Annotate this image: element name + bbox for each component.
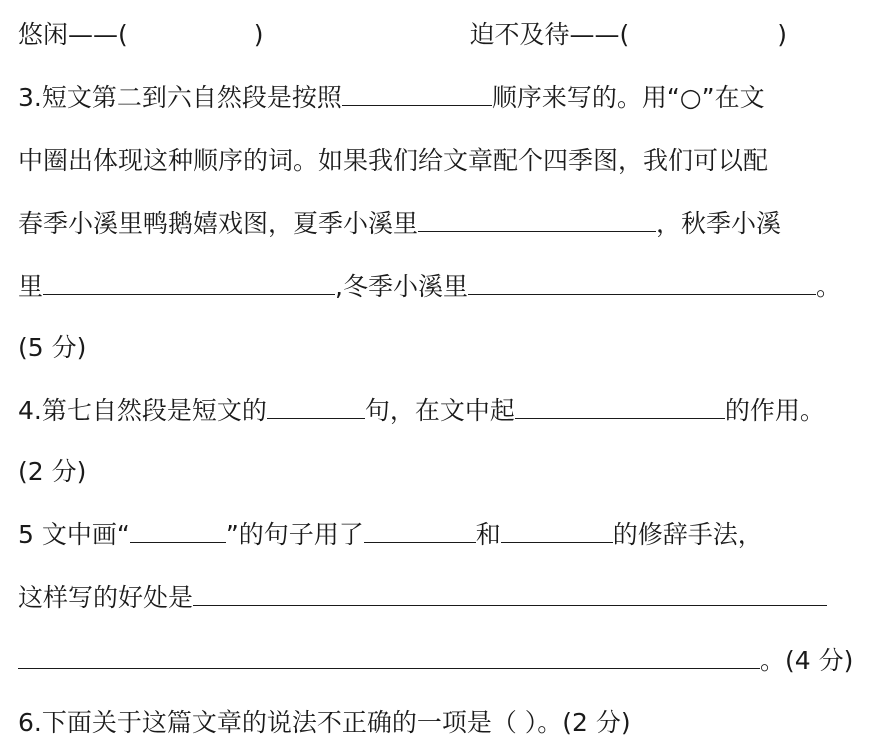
function-blank[interactable]: [515, 392, 725, 419]
q5-line-3: [18, 641, 853, 681]
q5-text-b: ”的句子用了: [225, 520, 364, 549]
q4-text-b: 句，在文中起: [364, 396, 515, 425]
right-word: 迫不及待——(: [469, 20, 630, 49]
q3-line-4: [18, 267, 841, 307]
q4-score: [18, 452, 86, 492]
winter-blank[interactable]: [468, 268, 816, 295]
q4-score-text: (2 分): [18, 457, 87, 486]
quoted-sentence-blank[interactable]: [130, 516, 226, 543]
right-close: ): [777, 20, 788, 49]
benefit-blank-2[interactable]: [18, 642, 760, 669]
q4-text-a: 4.第七自然段是短文的: [18, 396, 267, 425]
q4-line: [18, 391, 825, 431]
antonym-line: [18, 15, 868, 55]
q5-end-text: 。(4 分): [760, 646, 854, 675]
benefit-blank-1[interactable]: [193, 579, 827, 606]
q3-line-1: [18, 78, 765, 118]
q6-text: 6.下面关于这篇文章的说法不正确的一项是（ ）。(2 分): [18, 708, 631, 737]
q3-score: [18, 328, 86, 368]
q3-text-b: 顺序来写的。用“○”在文: [491, 83, 765, 112]
q5-text-c: 和: [475, 520, 501, 549]
q5-text-a: 5 文中画“: [18, 520, 130, 549]
sentence-type-blank[interactable]: [267, 392, 365, 419]
q5-line-2: [18, 578, 827, 618]
autumn-blank[interactable]: [43, 268, 335, 295]
summer-blank[interactable]: [418, 205, 656, 232]
q3-text-line3b: ，秋季小溪: [656, 209, 782, 238]
q3-text-a: 3.短文第二到六自然段是按照: [18, 83, 342, 112]
left-word: 悠闲——(: [18, 20, 128, 49]
q3-text-line4c: 。: [815, 272, 841, 301]
q5-text-line2: 这样写的好处是: [18, 583, 194, 612]
rhetoric-blank-2[interactable]: [501, 516, 613, 543]
order-blank[interactable]: [342, 79, 492, 106]
q3-text-line4b: ,冬季小溪里: [335, 272, 468, 301]
left-close: ): [253, 20, 264, 49]
q6-line: [18, 703, 631, 743]
q3-text-line2: 中圈出体现这种顺序的词。如果我们给文章配个四季图，我们可以配: [18, 146, 769, 175]
rhetoric-blank-1[interactable]: [364, 516, 476, 543]
q5-text-d: 的修辞手法，: [612, 520, 763, 549]
q5-line-1: [18, 515, 763, 555]
q3-line-2: [18, 141, 768, 181]
q3-text-line4a: 里: [18, 272, 44, 301]
q3-score-text: (5 分): [18, 333, 87, 362]
q3-line-3: [18, 204, 781, 244]
q4-text-c: 的作用。: [724, 396, 825, 425]
q3-text-line3a: 春季小溪里鸭鹅嬉戏图，夏季小溪里: [18, 209, 419, 238]
